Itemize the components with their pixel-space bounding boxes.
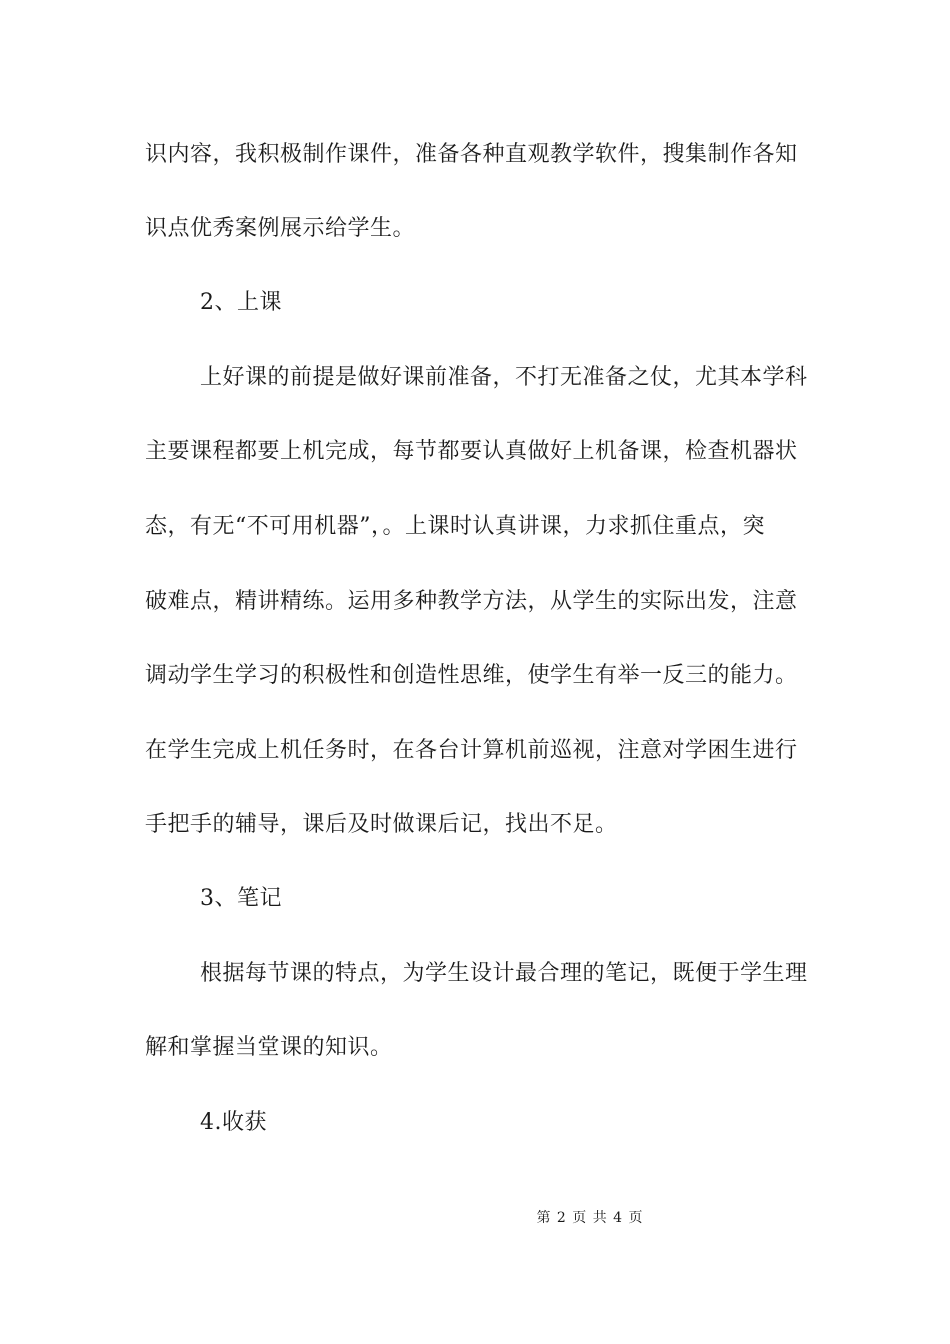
section-heading-class: 2、上课 bbox=[200, 290, 282, 315]
section-heading-notes: 3、笔记 bbox=[200, 886, 282, 911]
text-line: 态，有无“不可用机器”，。上课时认真讲课，力求抓住重点，突 bbox=[145, 514, 765, 539]
section-heading-harvest: 4.收获 bbox=[200, 1110, 267, 1135]
text-line: 解和掌握当堂课的知识。 bbox=[145, 1035, 393, 1060]
text-line: 识内容，我积极制作课件，准备各种直观教学软件，搜集制作各知 bbox=[145, 142, 798, 167]
paragraph-start: 根据每节课的特点，为学生设计最合理的笔记，既便于学生理 bbox=[200, 961, 808, 986]
text-line: 主要课程都要上机完成，每节都要认真做好上机备课，检查机器状 bbox=[145, 439, 798, 464]
text-line: 识点优秀案例展示给学生。 bbox=[145, 216, 416, 241]
text-line: 手把手的辅导，课后及时做课后记，找出不足。 bbox=[145, 812, 618, 837]
text-line: 在学生完成上机任务时，在各台计算机前巡视，注意对学困生进行 bbox=[145, 738, 798, 763]
text-line: 调动学生学习的积极性和创造性思维，使学生有举一反三的能力。 bbox=[145, 663, 798, 688]
paragraph-start: 上好课的前提是做好课前准备，不打无准备之仗，尤其本学科 bbox=[200, 365, 808, 390]
page-number-footer: 第 2 页 共 4 页 bbox=[536, 1210, 644, 1226]
text-line: 破难点，精讲精练。运用多种教学方法，从学生的实际出发，注意 bbox=[145, 589, 798, 614]
